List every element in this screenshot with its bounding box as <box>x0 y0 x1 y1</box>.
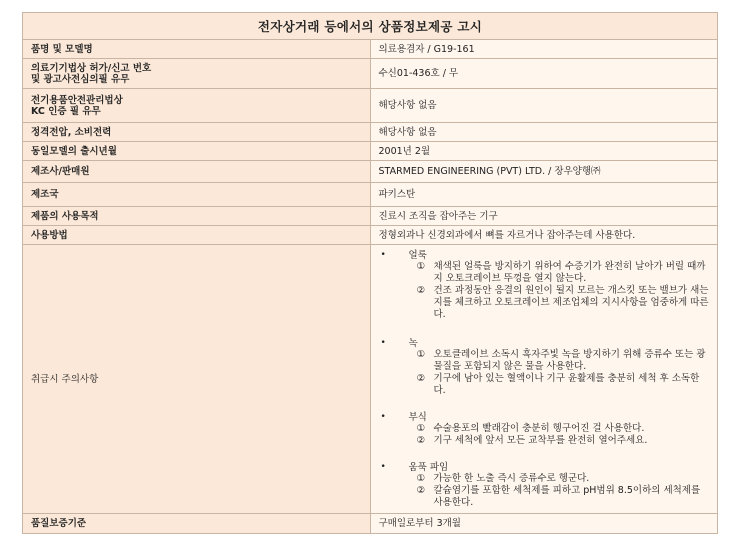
list-item <box>417 423 710 435</box>
row-label: 품질보증기준 <box>23 514 371 534</box>
bullet-icon: • <box>380 411 386 422</box>
row-label: 사용방법 <box>23 226 371 245</box>
row-value: 수신01-436호 / 무 <box>370 59 718 89</box>
item-number: ② <box>416 285 426 296</box>
row-label: 의료기기법상 허가/신고 번호 및 광고사전심의필 유무 <box>23 59 371 89</box>
table-row <box>23 183 718 207</box>
table-row <box>23 89 718 123</box>
bullet-icon: • <box>380 337 386 348</box>
list-item <box>417 373 710 397</box>
caution-content <box>370 245 718 514</box>
caution-section-corrosion <box>379 411 710 447</box>
row-label: 제조국 <box>23 183 371 207</box>
item-text: 기구에 남아 있는 혈액이나 기구 윤활제를 충분히 세척 후 소독한다. <box>433 373 700 396</box>
row-label: 전기용품안전관리법상 KC 인증 필 유무 <box>23 89 371 123</box>
item-text: 가능한 한 노출 즉시 증류수로 헹군다. <box>433 473 590 484</box>
list-item <box>417 285 710 321</box>
item-text: 건조 과정동안 응결의 원인이 될지 모르는 개스킷 또는 밸브가 새는지를 체크하고 오토크레이브 제조업체의 지시사항을 엄중하게 따른다. <box>433 285 709 320</box>
table-title: 전자상거래 등에서의 상품정보제공 고시 <box>23 13 718 40</box>
item-text: 채색된 얼룩을 방지하기 위하여 수증기가 완전히 날아가 버릴 때까지 오토크레이브 뚜껑을 열지 않는다. <box>433 261 706 284</box>
list-item <box>417 473 710 485</box>
row-value: 해당사항 없음 <box>370 89 718 123</box>
item-number: ② <box>416 435 426 446</box>
product-info-notice <box>22 12 718 534</box>
row-value: 해당사항 없음 <box>370 123 718 142</box>
section-title: 얼룩 <box>408 249 427 261</box>
row-value: 의료용겸자 / G19-161 <box>370 40 718 59</box>
row-value: 진료시 조직을 잡아주는 기구 <box>370 207 718 226</box>
table-row <box>23 40 718 59</box>
list-item <box>417 435 710 447</box>
bullet-icon: • <box>380 461 386 472</box>
row-label: 제조사/판매원 <box>23 161 371 183</box>
list-item <box>417 485 710 509</box>
item-number: ① <box>416 261 426 272</box>
row-label: 정격전압, 소비전력 <box>23 123 371 142</box>
caution-row <box>23 245 718 514</box>
product-info-table <box>22 12 718 534</box>
item-number: ① <box>416 423 426 434</box>
table-row <box>23 161 718 183</box>
table-row <box>23 59 718 89</box>
item-number: ② <box>416 373 426 384</box>
item-text: 수술용포의 빨래감이 충분히 헹구어진 걸 사용한다. <box>433 423 645 434</box>
row-label: 동일모델의 출시년월 <box>23 142 371 161</box>
caution-section-pitting <box>379 461 710 509</box>
list-item <box>417 261 710 285</box>
item-number: ① <box>416 349 426 360</box>
item-number: ① <box>416 473 426 484</box>
row-value: STARMED ENGINEERING (PVT) LTD. / 장우양행㈜ <box>370 161 718 183</box>
caution-label: 취급시 주의사항 <box>23 245 371 514</box>
item-text: 오토클레이브 소독시 흑자주빛 녹을 방지하기 위해 증류수 또는 광물질을 포함되지 않은 물을 사용한다. <box>433 349 706 372</box>
bullet-icon: • <box>380 249 386 260</box>
row-value: 정형외과나 신경외과에서 뼈를 자르거나 잡아주는데 사용한다. <box>370 226 718 245</box>
section-title: 부식 <box>408 411 427 423</box>
caution-section-rust <box>379 337 710 397</box>
item-text: 기구 세척에 앞서 모든 교착부를 완전히 열어주세요. <box>433 435 648 446</box>
caution-section-stain <box>379 249 710 321</box>
item-text: 칼슘염기를 포함한 세척제를 피하고 pH범위 8.5이하의 세척제를 사용한다. <box>433 485 701 508</box>
section-title: 녹 <box>408 337 418 349</box>
row-value: 구매일로부터 3개월 <box>370 514 718 534</box>
table-row <box>23 207 718 226</box>
table-row <box>23 514 718 534</box>
row-value: 2001년 2월 <box>370 142 718 161</box>
row-label: 제품의 사용목적 <box>23 207 371 226</box>
title-row <box>23 13 718 40</box>
row-label: 품명 및 모델명 <box>23 40 371 59</box>
section-title: 움푹 파임 <box>408 461 449 473</box>
table-row <box>23 123 718 142</box>
row-value: 파키스탄 <box>370 183 718 207</box>
table-row <box>23 142 718 161</box>
item-number: ② <box>416 485 426 496</box>
table-row <box>23 226 718 245</box>
list-item <box>417 349 710 373</box>
